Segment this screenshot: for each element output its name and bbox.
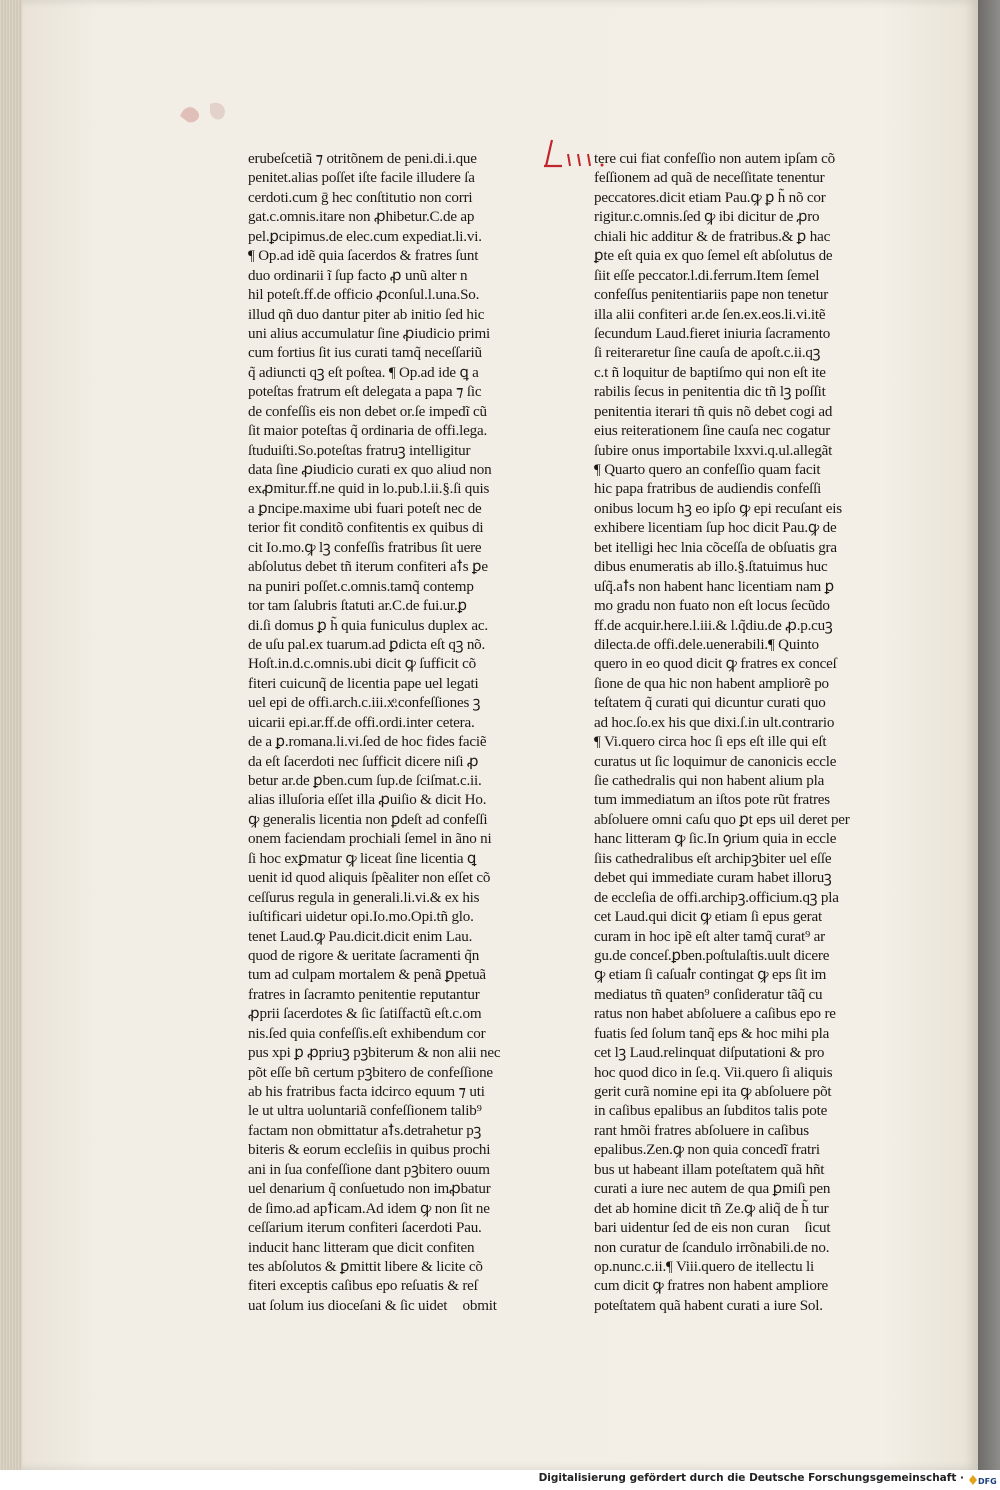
- text-line-right: ff.de acquir.here.l.iii.& l.q̃diu.de ꝓ.p.cuꝫ: [594, 617, 833, 634]
- text-line-left: a ꝑncipe.maxime ubi fuari poteſt nec de: [248, 500, 482, 517]
- text-line-right: ſiis cathedralibus eſt archipꝫbiter uel eſſe: [594, 850, 832, 867]
- text-column-right: [594, 150, 892, 1316]
- text-line-right: confeſſus penitentiariis pape non tenetur: [594, 287, 829, 304]
- text-line-right: cet Laud.qui dicit ꝙ etiam ſi epus gerat: [594, 909, 822, 926]
- text-line-right: epalibus.Zen.ꝙ non quia concedĩ fratri: [594, 1142, 820, 1159]
- text-line-right: teſtatem q̃ curati qui dicuntur curati quo: [594, 695, 826, 712]
- text-line-right: chiali hic additur & de fratribus.& ꝑ hac: [594, 228, 831, 245]
- text-line-left: cit Io.mo.ꝙ lꝫ confeſſis fratribus ſit uere: [248, 539, 482, 556]
- text-line-left: duo ordinarii ĩ ſup facto ꝓ unũ alter n: [248, 267, 468, 284]
- text-line-right: uſq̃.aꝉs non habent hanc licentiam nam ꝑ: [594, 578, 835, 595]
- text-line-left: ſit maior poteſtas q̃ ordinaria de offi.lega.: [248, 423, 488, 440]
- text-line-right: mediatus tñ quaten⁹ conſideratur tãq̃ cu: [594, 986, 823, 1003]
- text-line-left: ſi hoc exꝑmatur ꝙ liceat ſine licentia ꝗ: [248, 850, 477, 867]
- text-line-right: gerit curã nomine epi ita ꝙ abſoluere põt: [594, 1084, 832, 1100]
- text-line-right: curatus ut ſic loquimur de canonicis eccle: [594, 753, 837, 770]
- text-line-left: hil poteſt.ff.de officio ꝓconſul.l.una.So.: [248, 287, 480, 304]
- text-line-right: debet qui immediate curam habet illoruꝫ: [594, 870, 832, 887]
- text-line-right: bet itelligi hec lnia cõceſſa de obſuatis gra: [594, 539, 837, 556]
- dfg-logo-text: DFG: [978, 1477, 997, 1486]
- text-line-right: non curatur de ſcandulo irrõnabili.de no.: [594, 1239, 830, 1256]
- text-line-left: pus xpi ꝑ ꝓpriuꝫ pꝫbiterum & non alii nec: [248, 1045, 501, 1062]
- text-line-left: betur ar.de ꝑben.cum ſup.de ſciſmat.c.ii.: [248, 773, 482, 789]
- text-line-right: ¶ Quarto quero an confeſſio quam facit: [594, 462, 821, 478]
- text-line-right: rabilis ſecus in penitentia dic tñ lꝫ poſſit: [594, 384, 826, 401]
- text-line-right: hanc litteram ꝙ ſic.In ꝯrium quia in eccle: [594, 831, 837, 848]
- text-line-right: ¶ Vi.quero circa hoc ſi eps eſt ille qui eſt: [594, 734, 827, 751]
- text-line-right: gu.de conceſ.ꝑben.poſtulaſtis.uult dicere: [594, 947, 830, 964]
- text-line-left: poteſtas fratrum eſt delegata a papa ⁊ ſic: [248, 384, 482, 401]
- text-column-left: [248, 150, 550, 1316]
- text-line-right: feſſionem ad quã de neceſſitate tenentur: [594, 170, 825, 187]
- text-line-left: de confeſſis eis non debet or.ſe impedĩ cũ: [248, 403, 487, 420]
- text-line-right: hoc quod dico in ſe.q. Vii.quero ſi aliquis: [594, 1064, 833, 1081]
- text-line-right: quero in eo quod dicit ꝙ fratres ex conceſ: [594, 656, 837, 673]
- text-line-right: tum immediatum an iſtos pote rũt fratres: [594, 792, 830, 809]
- text-line-right: poteſtatem quã habent curati a iure Sol.: [594, 1297, 823, 1314]
- text-line-left: Hoſt.in.d.c.omnis.ubi dicit ꝙ ſufficit cõ: [248, 656, 476, 673]
- text-line-right: curam in hoc ipẽ eſt alter tamq̃ curat⁹ ar: [594, 928, 825, 945]
- text-line-left: illud qñ duo dantur piter ab initio ſed hic: [248, 306, 485, 323]
- dfg-logo: [968, 1473, 997, 1487]
- text-line-left: le ut ultra uoluntariã confeſſionem talib⁹: [248, 1103, 482, 1120]
- ink-stain-mark: [172, 92, 242, 132]
- text-line-left: inducit hanc litteram que dicit confiten: [248, 1239, 475, 1256]
- text-line-right: abſoluere omni caſu quo ꝑt eps uil deret per: [594, 811, 850, 828]
- text-line-left: uat ſolum ius dioceſani & ſic uidetᷣ obmit: [248, 1297, 497, 1314]
- text-line-right: ſiit eſſe peccator.l.di.ferrum.Item ſemel: [594, 267, 820, 284]
- text-line-left: na puniri poſſet.c.omnis.tamq̃ contemp: [248, 578, 474, 595]
- text-line-left: cum fortius ſit ius curati tamq̃ neceſſariũ: [248, 345, 482, 362]
- text-line-left: de ſimo.ad apꝉicam.Ad idem ꝙ non ſit ne: [248, 1200, 490, 1217]
- text-line-right: c.t ñ loquitur de baptiſmo qui non eſt ite: [594, 364, 826, 381]
- text-line-left: de a ꝑ.romana.li.vi.ſed de hoc fides faciẽ: [248, 734, 487, 751]
- text-line-right: ꝙ etiam ſi caſuaꝉr contingat ꝙ eps ſit im: [594, 967, 827, 984]
- text-line-right: rant hmõi fratres abſoluere in caſibus: [594, 1122, 809, 1139]
- text-line-right: hic papa fratribus de audiendis confeſſi: [594, 481, 822, 498]
- text-line-right: de eccleſia de offi.archipꝫ.officium.qꝫ pla: [594, 889, 839, 906]
- text-line-right: cum dicit ꝙ fratres non habent ampliore: [594, 1278, 829, 1295]
- text-line-right: peccatores.dicit etiam Pau.ꝙ ꝑ h̃ nõ cor: [594, 189, 826, 206]
- footer-bar: [0, 1470, 1000, 1490]
- text-line-left: da eſt ſacerdoti nec ſufficit dicere niſi ꝓ: [248, 753, 479, 770]
- text-line-right: tere cui fiat confeſſio non autem ipſam cõ: [594, 151, 835, 167]
- text-line-left: fiteri cuicunq̃ de licentia pape uel legati: [248, 675, 479, 692]
- text-line-right: ſecundum Laud.fieret iniuria ſacramento: [594, 325, 831, 342]
- book-page-edges: [0, 0, 22, 1470]
- text-line-left: tum ad culpam mortalem & penã ꝑpetuã: [248, 967, 486, 984]
- text-line-left: exꝓmitur.ff.ne quid in lo.pub.l.ii.§.ſi quis: [248, 481, 490, 498]
- text-line-left: erubeſcetiã ⁊ otritõnem de peni.di.i.que: [248, 151, 477, 167]
- text-line-right: eius reiterationem ſine cauſa nec cogatur: [594, 423, 831, 440]
- text-line-left: uni alius accumulatur ſine ꝓiudicio primi: [248, 325, 490, 342]
- text-line-right: ſubire onus importabile lxxvi.q.ul.allegãt: [594, 442, 833, 459]
- text-line-left: uel denarium q̃ conſuetudo non imꝓbatur: [248, 1181, 491, 1198]
- text-line-right: rigitur.c.omnis.ſed ꝙ ibi dicitur de ꝓro: [594, 209, 820, 226]
- text-line-left: ꝓprii ſacerdotes & ſic ſatiſfactũ eſt.c.om: [248, 1006, 482, 1023]
- text-line-left: ab his fratribus facta idcirco equum ⁊ uti: [248, 1084, 485, 1100]
- text-line-left: de uſu pal.ex tuarum.ad ꝑdicta eſt qꝫ nõ.: [248, 636, 486, 653]
- text-line-left: nis.ſed quia confeſſis.eſt exhibendum cor: [248, 1025, 486, 1042]
- text-line-left: tes abſolutos & ꝑmittit libere & licite cõ: [248, 1258, 483, 1275]
- text-line-right: bus ut habeant illam poteſtatem quã hñt: [594, 1161, 825, 1178]
- text-line-left: onem faciendam prochiali ſemel in ãno ni: [248, 831, 492, 848]
- text-line-right: dilecta.de offi.dele.uenerabili.¶ Quinto: [594, 636, 819, 653]
- text-line-left: ¶ Op.ad idẽ quia ſacerdos & fratres ſunt: [248, 248, 479, 265]
- text-line-right: mo gradu non fuato non eſt locus ſecũdo: [594, 598, 830, 615]
- text-line-left: fiteri exceptis caſibus epo reſuatis & reſ: [248, 1278, 478, 1295]
- text-line-right: exhibere licentiam ſup hoc dicit Pau.ꝙ de: [594, 520, 837, 537]
- text-line-left: q̃ adiuncti qꝫ eſt poſtea. ¶ Op.ad ide ꝗ a: [248, 364, 479, 381]
- text-line-left: gat.c.omnis.itare non ꝓhibetur.C.de ap: [248, 209, 475, 226]
- text-line-right: fuatis ſed ſolum tanq̃ eps & hoc mihi pla: [594, 1025, 830, 1042]
- text-line-right: ſione de qua hic non habent ampliorẽ po: [594, 675, 829, 692]
- text-line-left: factam non obmittatur aꝉs.detrahetur pꝫ: [248, 1122, 482, 1139]
- text-line-right: ſi reiteraretur ſine cauſa de apoſt.c.ii.qꝫ: [594, 345, 821, 362]
- text-line-left: ceſſarium iterum confiteri ſacerdoti Pau.: [248, 1220, 482, 1237]
- text-line-right: penitentia iterari tñ quis nõ debet cogi ad: [594, 403, 833, 420]
- text-line-left: terior fit conditõ confitentis ex quibus di: [248, 520, 484, 537]
- text-line-left: uicarii epi.ar.ff.de offi.ordi.inter cetera.: [248, 714, 475, 731]
- text-line-left: ani in ſua confeſſione dant pꝫbitero ouum: [248, 1161, 490, 1178]
- footer-credit: Digitalisierung gefördert durch die Deutsche Forschungsgemeinschaft ·: [538, 1472, 964, 1484]
- text-line-right: in caſibus epalibus an ſubditos talis pote: [594, 1103, 828, 1120]
- text-line-left: tor tam ſalubris ſtatuti ar.C.de fui.ur.ꝑ: [248, 598, 467, 615]
- text-line-right: onibus locum hꝫ eo ipſo ꝙ epi recuſant eis: [594, 500, 842, 517]
- text-line-left: di.ſi domus ꝑ h̃ quia funiculus duplex ac.: [248, 617, 488, 634]
- text-line-left: biteris & eorum eccleſiis in quibus prochi: [248, 1142, 491, 1159]
- text-line-right: dibus enumeratis ab illo.§.ſtatuimus huc: [594, 559, 828, 576]
- text-line-right: ꝑte eſt quia ex quo ſemel eſt abſolutus de: [594, 248, 833, 265]
- text-line-left: iuſtificari uidetur opi.Io.mo.Opi.tñ glo.: [248, 909, 474, 926]
- text-line-left: uenit id quod aliquis ſpẽaliter non eſſet cõ: [248, 870, 491, 887]
- text-line-right: ſie cathedralis qui non habent alium pla: [594, 773, 825, 789]
- text-line-left: ſtuduiſti.So.poteſtas fratruꝫ intelligitur: [248, 442, 471, 459]
- text-line-right: op.nunc.c.ii.¶ Viii.quero de itellectu li: [594, 1258, 815, 1275]
- text-line-left: põt eſſe bñ certum pꝫbitero de confeſſione: [248, 1064, 493, 1081]
- text-line-left: fratres in ſacramto penitentie reputantur: [248, 986, 480, 1003]
- text-line-right: cet lꝫ Laud.relinquat diſputationi & pro: [594, 1045, 825, 1062]
- text-line-left: ꝙ generalis licentia non ꝑdeſt ad confeſſi: [248, 811, 488, 828]
- text-line-right: ratus non habet abſoluere a caſibus epo re: [594, 1006, 836, 1023]
- text-line-right: illa alii confiteri ar.de ſen.ex.eos.li.vi.itẽ: [594, 306, 826, 323]
- text-line-left: data ſine ꝓiudicio curati ex quo aliud non: [248, 462, 492, 478]
- text-line-left: cerdoti.cum ḡ hec conſtitutio non corri: [248, 189, 473, 206]
- text-line-left: penitet.alias poſſet iſte facile illudere ſa: [248, 170, 475, 187]
- text-line-left: alias illuſoria eſſet illa ꝓuiſio & dicit Ho.: [248, 792, 487, 809]
- text-line-right: ad hoc.ſo.ex his que dixi.ſ.in ult.contrario: [594, 714, 835, 731]
- text-line-left: uel epi de offi.arch.c.iii.xͦ.confeſſiones ꝫ: [248, 695, 481, 712]
- text-line-right: curati a iure nec autem de qua ꝑmiſi pen: [594, 1181, 831, 1198]
- text-line-right: det ab homine dicit tñ Ze.ꝙ aliq̃ de h̃ tur: [594, 1200, 829, 1217]
- text-line-left: ceſſurus regula in generali.li.vi.& ex his: [248, 889, 480, 906]
- text-line-left: quod de rigore & ueritate ſacramenti q̃n: [248, 947, 480, 964]
- text-line-left: abſolutus debet tñ iterum confiteri aꝉs ꝑe: [248, 559, 488, 576]
- text-line-right: bari uidentur ſed de eis non curanᷣ ſicut: [594, 1220, 831, 1237]
- text-line-left: tenet Laud.ꝙ Pau.dicit.dicit enim Lau.: [248, 928, 473, 945]
- text-line-left: pel.ꝑcipimus.de elec.cum expediat.li.vi.: [248, 228, 482, 245]
- book-right-shadow: [978, 0, 1000, 1470]
